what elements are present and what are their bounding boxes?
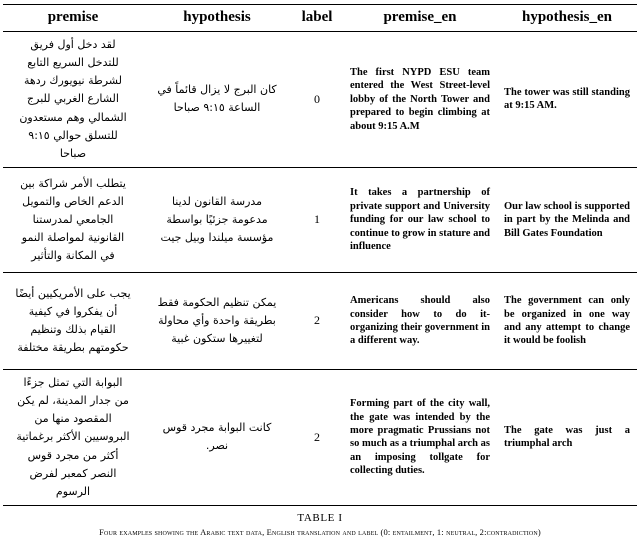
hypothesis-en-cell: Our law school is supported in part by the Melinda and Bill Gates Foundation [497,167,637,272]
hypothesis-cell: مدرسة القانون لدينا مدعومة جزئيًا بواسطة مؤسسة ميلندا وبيل جيت [143,167,291,272]
table-row [3,369,637,505]
table-row [3,272,637,369]
hypothesis-cell: كانت البوابة مجرد قوس نصر. [143,369,291,505]
column-header-premise: premise [3,5,143,32]
premise-en-cell: The first NYPD ESU team entered the West Street-level lobby of the North Tower and prepared to begin climbing at about 9:15 A.M [343,32,497,168]
column-header-hypothesis: hypothesis [143,5,291,32]
premise-cell: لقد دخل أول فريق للتدخل السريع التابع لشرطة نيويورك ردهة الشارع الغربي للبرج الشمالي وهم مستعدون للتسلق حوالي ٩:١٥ صباحا [3,32,143,168]
hypothesis-en-cell: The tower was still standing at 9:15 AM. [497,32,637,168]
premise-en-cell: Americans should also consider how to do it-organizing their government in a different way. [343,272,497,369]
hypothesis-cell: يمكن تنظيم الحكومة فقط بطريقة واحدة وأي محاولة لتغييرها ستكون غبية [143,272,291,369]
label-cell: 2 [291,369,343,505]
table-caption-title: TABLE I [297,511,343,524]
label-cell: 2 [291,272,343,369]
premise-cell: يتطلب الأمر شراكة بين الدعم الخاص والتمويل الجامعي لمدرستنا القانونية لمواصلة النمو في المكانة والتأثير [3,167,143,272]
hypothesis-en-cell: The government can only be organized in one way and any attempt to change it would be foolish [497,272,637,369]
hypothesis-en-cell: The gate was just a triumphal arch [497,369,637,505]
label-cell: 1 [291,167,343,272]
premise-en-cell: It takes a partnership of private support and University funding for our law school to continue to grow in stature and influence [343,167,497,272]
table-caption-description: Four examples showing the Arabic text data, English translation and label (0: entailment, 1: neutral, 2:contradiction) [99,526,541,537]
column-header-hypothesis-en: hypothesis_en [497,5,637,32]
column-header-premise-en: premise_en [343,5,497,32]
hypothesis-cell: كان البرج لا يزال قائماً في الساعة ٩:١٥ صباحا [143,32,291,168]
label-cell: 0 [291,32,343,168]
premise-en-cell: Forming part of the city wall, the gate was intended by the more pragmatic Prussians not so much as a triumphal arch as an imposing tollgate for collecting duties. [343,369,497,505]
premise-cell: يجب على الأمريكيين أيضًا أن يفكروا في كيفية القيام بذلك وتنظيم حكومتهم بطريقة مختلفة [3,272,143,369]
examples-table [3,4,637,506]
table-caption [3,512,637,537]
column-header-label: label [291,5,343,32]
premise-cell: البوابة التي تمثل جزءًا من جدار المدينة، لم يكن المقصود منها من البروسيين الأكثر برغماتية أكثر من مجرد قوس النصر كمعبر لفرض الرسوم [3,369,143,505]
table-row [3,32,637,168]
table-row [3,167,637,272]
table-header-row [3,5,637,32]
